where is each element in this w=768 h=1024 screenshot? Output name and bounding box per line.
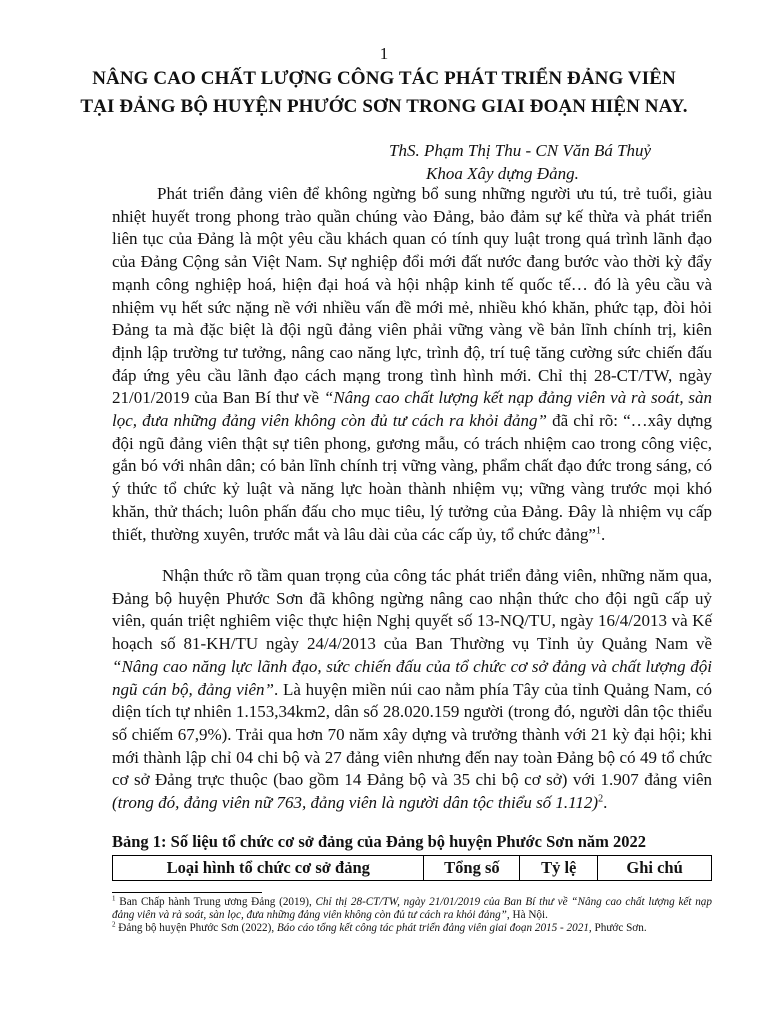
paragraph-1-end: . bbox=[600, 524, 606, 544]
footnote-ref-1[interactable]: 1 bbox=[595, 524, 601, 536]
footnote-2-title: Báo cáo tổng kết công tác phát triển đảng viên giai đoạn 2015 - 2021, bbox=[276, 922, 592, 934]
paragraph-2-text: Nhận thức rõ tầm quan trọng của công tác phát triển đảng viên, những năm qua, Đảng bộ huyện Phước Sơn đã không ngừng nâng cao nhận thức cho đội ngũ cấp uỷ viên, quán triệt nghiêm việc thực hiện Nghị quyết số 13-NQ/TU, ngày 16/4/2013 và Kế hoạch số 81-KH/TU ngày 24/4/2013 của Ban Thường vụ Tỉnh ủy Quảng Nam về bbox=[112, 566, 712, 654]
paragraph-2-quote: “Nâng cao năng lực lãnh đạo, sức chiến đấu của tổ chức cơ sở đảng và chất lượng đội ngũ cán bộ, đảng viên” bbox=[112, 656, 712, 699]
paragraph-2 bbox=[112, 565, 712, 815]
footnote-1-number: 1 bbox=[112, 894, 116, 903]
authors: ThS. Phạm Thị Thu - CN Văn Bá Thuỷ bbox=[389, 141, 652, 160]
paragraph-1-text-2: đã chỉ rõ: “…xây dựng đội ngũ đảng viên thật sự tiên phong, gương mẫu, có trách nhiệm cao trong công việc, gắn bó với nhân dân; có bản lĩnh chính trị vững vàng, phẩm chất đạo đức trong sáng, có ý thức tổ chức kỷ luật và năng lực hoàn thành nhiệm vụ; vững vàng trước mọi khó khăn, thử thách; luôn phấn đấu cho mục tiêu, lý tưởng của Đảng. Đây là nhiệm vụ cấp thiết, thường xuyên, trước mắt và lâu dài của các cấp ủy, tổ chức đảng” bbox=[112, 411, 712, 544]
table-header-cell: Tổng số bbox=[424, 856, 520, 881]
footnote-2-number: 2 bbox=[112, 920, 116, 929]
footnote-1-text: Ban Chấp hành Trung ương Đảng (2019), bbox=[115, 896, 316, 908]
paragraph-2-text-2: . Là huyện miền núi cao nằm phía Tây của tỉnh Quảng Nam, có diện tích tự nhiên 1.153,34km2, dân số 28.020.159 người (trong đó, người dân tộc thiểu số chiếm 67,9%). Trải qua hơn 70 năm xây dựng và trưởng thành với 21 kỳ đại hội; khi mới thành lập chỉ 04 chi bộ và 27 đảng viên nhưng đến nay toàn Đảng bộ có 49 tổ chức cơ sở Đảng trực thuộc (bao gồm 14 Đảng bộ và 35 chi bộ cơ sở) với 1.907 đảng viên bbox=[112, 679, 712, 790]
table-caption: Bảng 1: Số liệu tổ chức cơ sở đảng của Đảng bộ huyện Phước Sơn năm 2022 bbox=[112, 832, 647, 851]
table-header-row bbox=[113, 856, 712, 881]
table-header-cell: Tỷ lệ bbox=[520, 856, 598, 881]
footnote-1-title: Chỉ thị 28-CT/TW, ngày 21/01/2019 của Ban Bí thư về “Nâng cao chất lượng kết nạp đảng viên và rà soát, sàn lọc, đưa những đảng viên không còn đủ tư cách ra khỏi đảng” bbox=[112, 896, 712, 921]
paragraph-1-text: Phát triển đảng viên để không ngừng bổ sung những người ưu tú, trẻ tuổi, giàu nhiệt huyết trong phong trào quần chúng vào Đảng, bảo đảm sự kế thừa và phát triển liên tục của Đảng là một yêu cầu khách quan có tính quy luật trong quá trình lãnh đạo của Đảng Cộng sản Việt Nam. Sự nghiệp đổi mới đất nước đang bước vào thời kỳ đẩy mạnh công nghiệp hoá, hiện đại hoá và hội nhập kinh tế quốc tế… đó là yêu cầu và nhiệm vụ hết sức nặng nề với nhiều vấn đề mới mẻ, nhiều khó khăn, phức tạp, đòi hỏi Đảng ta mà đặc biệt là đội ngũ đảng viên phải vững vàng về bản lĩnh chính trị, kiên định lập trường tư tưởng, nâng cao năng lực, trình độ, trí tuệ tăng cường sức chiến đấu đáp ứng yêu cầu lãnh đạo cách mạng trong tình hình mới. Chỉ thị 28-CT/TW, ngày 21/01/2019 của Ban Bí thư về bbox=[112, 184, 712, 408]
department: Khoa Xây dựng Đảng. bbox=[426, 164, 579, 183]
title-line-2: TẠI ĐẢNG BỘ HUYỆN PHƯỚC SƠN TRONG GIAI ĐOẠN HIỆN NAY. bbox=[80, 96, 688, 117]
paragraph-1 bbox=[112, 183, 712, 546]
table-header-cell: Loại hình tổ chức cơ sở đảng bbox=[113, 856, 424, 881]
table-header-cell: Ghi chú bbox=[598, 856, 712, 881]
paragraph-1-quote: “Nâng cao chất lượng kết nạp đảng viên và rà soát, sàn lọc, đưa những đảng viên không còn đủ tư cách ra khỏi đảng” bbox=[112, 388, 712, 431]
footnote-2-text: Đảng bộ huyện Phước Sơn (2022), bbox=[115, 922, 277, 934]
title-line-1: NÂNG CAO CHẤT LƯỢNG CÔNG TÁC PHÁT TRIỂN ĐẢNG VIÊN bbox=[92, 68, 676, 89]
footnote-ref-2[interactable]: 2 bbox=[598, 793, 604, 805]
footnote-separator bbox=[112, 892, 262, 893]
paragraph-2-note: (trong đó, đảng viên nữ 763, đảng viên là người dân tộc thiểu số 1.112) bbox=[112, 793, 599, 813]
paragraph-2-end: . bbox=[603, 793, 608, 813]
footnote-1 bbox=[112, 896, 712, 922]
data-table bbox=[112, 855, 712, 881]
page-number: 1 bbox=[379, 44, 389, 63]
footnote-2-end: Phước Sơn. bbox=[591, 922, 647, 934]
footnote-2 bbox=[112, 922, 712, 935]
footnote-1-end: , Hà Nội. bbox=[506, 909, 548, 921]
